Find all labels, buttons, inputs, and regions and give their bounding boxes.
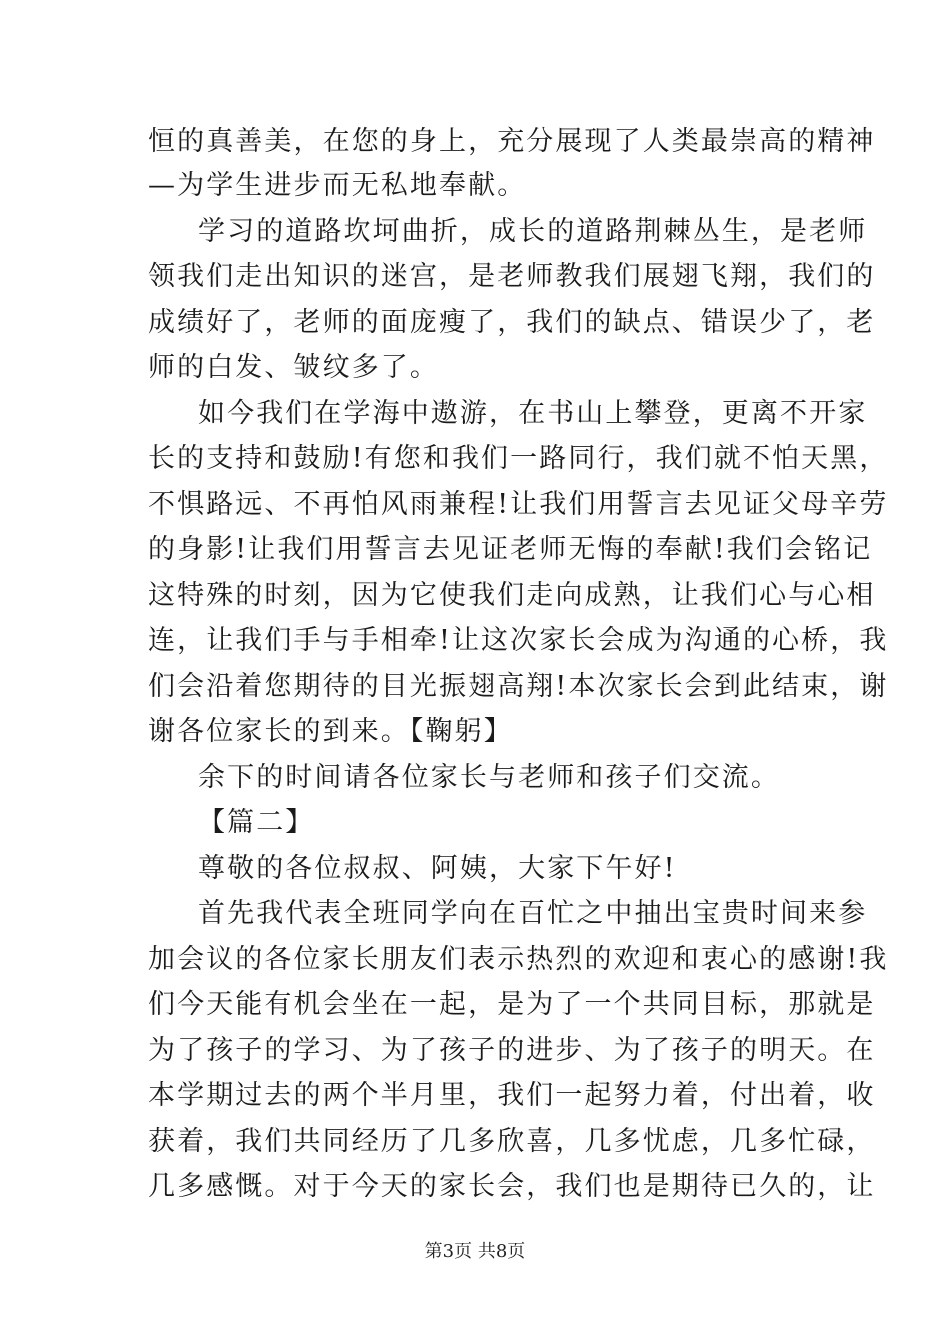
text-line: 连，让我们手与手相牵!让这次家长会成为沟通的心桥，我 bbox=[148, 625, 889, 656]
text-line: 本学期过去的两个半月里，我们一起努力着，付出着，收 bbox=[148, 1080, 876, 1111]
text-line: 恒的真善美，在您的身上，充分展现了人类最崇高的精神 bbox=[148, 126, 876, 157]
text-line: 们会沿着您期待的目光振翅高翔!本次家长会到此结束，谢 bbox=[148, 671, 889, 702]
text-line: 成绩好了，老师的面庞瘦了，我们的缺点、错误少了，老 bbox=[148, 307, 876, 338]
text-line: 不惧路远、不再怕风雨兼程!让我们用誓言去见证父母辛劳 bbox=[148, 489, 889, 520]
text-line: —为学生进步而无私地奉献。 bbox=[148, 170, 527, 201]
text-line: 领我们走出知识的迷宫，是老师教我们展翅飞翔，我们的 bbox=[148, 261, 876, 292]
text-line: 几多感慨。对于今天的家长会，我们也是期待已久的，让 bbox=[148, 1171, 876, 1202]
text-line: 师的白发、皱纹多了。 bbox=[148, 352, 439, 383]
text-line: 如今我们在学海中遨游，在书山上攀登，更离不开家 bbox=[198, 398, 868, 429]
text-line: 为了孩子的学习、为了孩子的进步、为了孩子的明天。在 bbox=[148, 1035, 876, 1066]
text-line: 谢各位家长的到来。【鞠躬】 bbox=[148, 716, 513, 747]
text-line: 余下的时间请各位家长与老师和孩子们交流。 bbox=[198, 762, 780, 793]
text-line: 获着，我们共同经历了几多欣喜，几多忧虑，几多忙碌， bbox=[148, 1126, 876, 1157]
text-line: 首先我代表全班同学向在百忙之中抽出宝贵时间来参 bbox=[198, 898, 868, 929]
text-line: 们今天能有机会坐在一起，是为了一个共同目标，那就是 bbox=[148, 989, 876, 1020]
page-footer: 第3页 共8页 bbox=[424, 1241, 526, 1262]
text-line: 长的支持和鼓励!有您和我们一路同行，我们就不怕天黑， bbox=[148, 443, 889, 474]
text-line: 加会议的各位家长朋友们表示热烈的欢迎和衷心的感谢!我 bbox=[148, 944, 889, 975]
text-line: 的身影!让我们用誓言去见证老师无悔的奉献!我们会铭记 bbox=[148, 534, 873, 565]
text-line: 这特殊的时刻，因为它使我们走向成熟，让我们心与心相 bbox=[148, 580, 876, 611]
text-line: 尊敬的各位叔叔、阿姨，大家下午好! bbox=[198, 853, 677, 884]
text-line: 学习的道路坎坷曲折，成长的道路荆棘丛生，是老师 bbox=[198, 216, 868, 247]
section-heading: 【篇二】 bbox=[198, 807, 315, 838]
